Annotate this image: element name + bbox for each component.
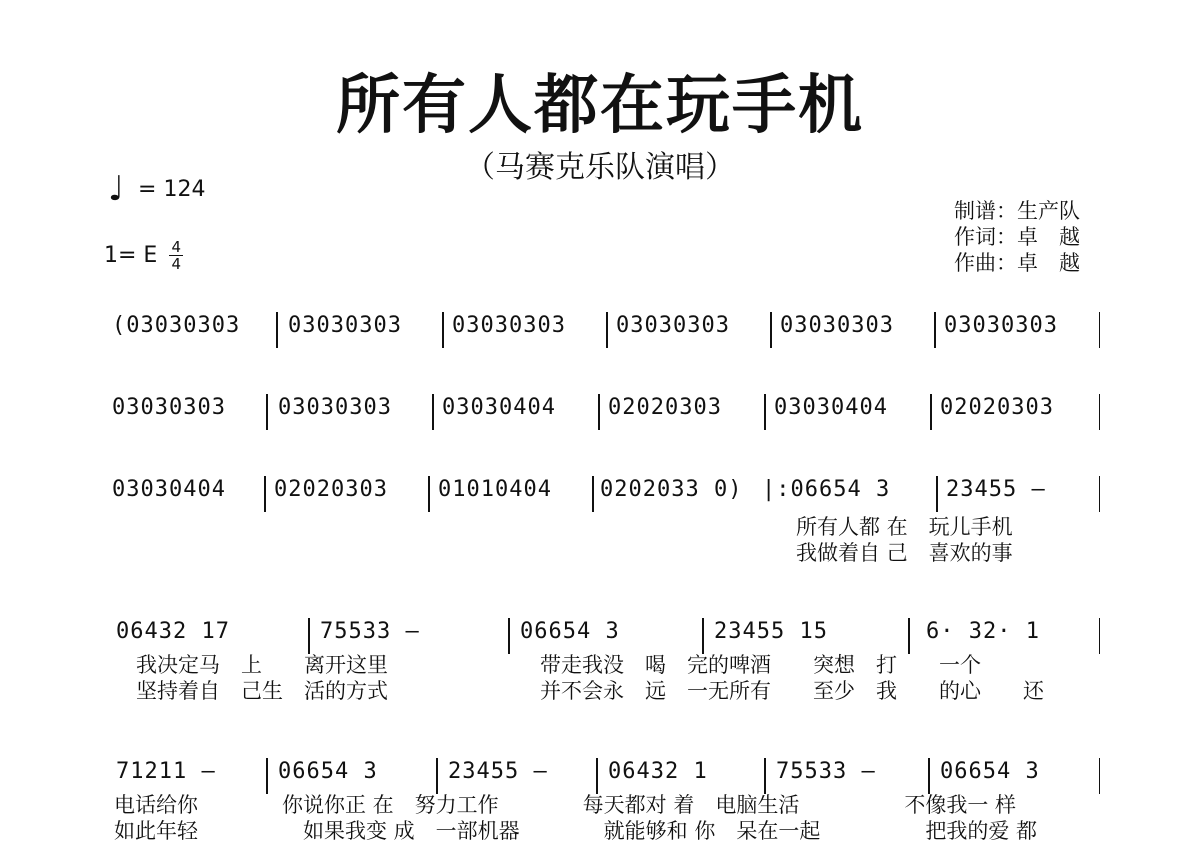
credit-composer: 作曲：卓 越: [954, 251, 1080, 275]
measure: 02020303: [608, 395, 722, 420]
measure: 03030404: [774, 395, 888, 420]
score-row-5: [112, 756, 1100, 843]
tempo-marking: [108, 169, 206, 209]
measure: 01010404: [438, 477, 552, 502]
measure: 03030404: [442, 395, 556, 420]
measure: 23455 —: [448, 759, 548, 784]
measure: 0202033 0): [600, 477, 743, 502]
measure: 02020303: [274, 477, 388, 502]
measure: 03030303: [944, 313, 1058, 338]
measure: 06654 3: [940, 759, 1040, 784]
lyric-line: 如此年轻 如果我变 成 一部机器 就能够和 你 呆在一起 把我的爱 都: [114, 819, 1038, 843]
measure: 03030303: [288, 313, 402, 338]
key-signature: [104, 240, 183, 271]
tempo-value: = 124: [138, 176, 206, 202]
song-subtitle: （马赛克乐队演唱）: [465, 150, 735, 185]
measure: 75533 —: [320, 619, 420, 644]
measure: 03030303: [278, 395, 392, 420]
quarter-note-icon: ♩: [108, 169, 125, 209]
song-title: 所有人都在玩手机: [336, 69, 864, 143]
time-sig-numerator: 4: [171, 238, 182, 256]
time-signature: [169, 240, 183, 271]
measure: 23455 15: [714, 619, 828, 644]
measure: 06432 1: [608, 759, 708, 784]
credit-lyricist: 作词：卓 越: [954, 225, 1080, 249]
lyric-line: 我决定马 上 离开这里: [136, 653, 388, 677]
credits: [954, 198, 1080, 276]
measure: 06432 17: [116, 619, 230, 644]
score-row-3: [112, 474, 1100, 565]
time-sig-denominator: 4: [171, 255, 182, 273]
measure: 75533 —: [776, 759, 876, 784]
measure: 23455 —: [946, 477, 1046, 502]
measure: 06654 3: [278, 759, 378, 784]
credit-arranger: 制谱：生产队: [954, 199, 1080, 223]
measure: 71211 —: [116, 759, 216, 784]
measure: (03030303: [112, 313, 241, 338]
measure: 03030303: [112, 395, 226, 420]
lyric-line: 我做着自 己 喜欢的事: [796, 541, 1013, 565]
measure: 03030303: [780, 313, 894, 338]
lyric-line: 坚持着自 己生 活的方式: [136, 679, 388, 703]
measure: 03030404: [112, 477, 226, 502]
measure: 03030303: [616, 313, 730, 338]
key-text: 1= E: [104, 243, 158, 268]
score-row-1: [112, 310, 1100, 350]
lyric-line: 带走我没 喝 完的啤酒 突想 打 一个: [540, 653, 981, 677]
measure: 6· 32· 1: [926, 619, 1040, 644]
lyric-line: 并不会永 远 一无所有 至少 我 的心 还: [540, 679, 1044, 703]
repeat-start-measure: |:06654 3: [762, 477, 891, 502]
measure: 02020303: [940, 395, 1054, 420]
score-row-4: [112, 616, 1100, 703]
lyric-line: 所有人都 在 玩儿手机: [796, 515, 1013, 539]
lyric-line: 电话给你 你说你正 在 努力工作 每天都对 着 电脑生活 不像我一 样: [114, 793, 1017, 817]
score-row-2: [112, 392, 1100, 432]
measure: 03030303: [452, 313, 566, 338]
measure: 06654 3: [520, 619, 620, 644]
